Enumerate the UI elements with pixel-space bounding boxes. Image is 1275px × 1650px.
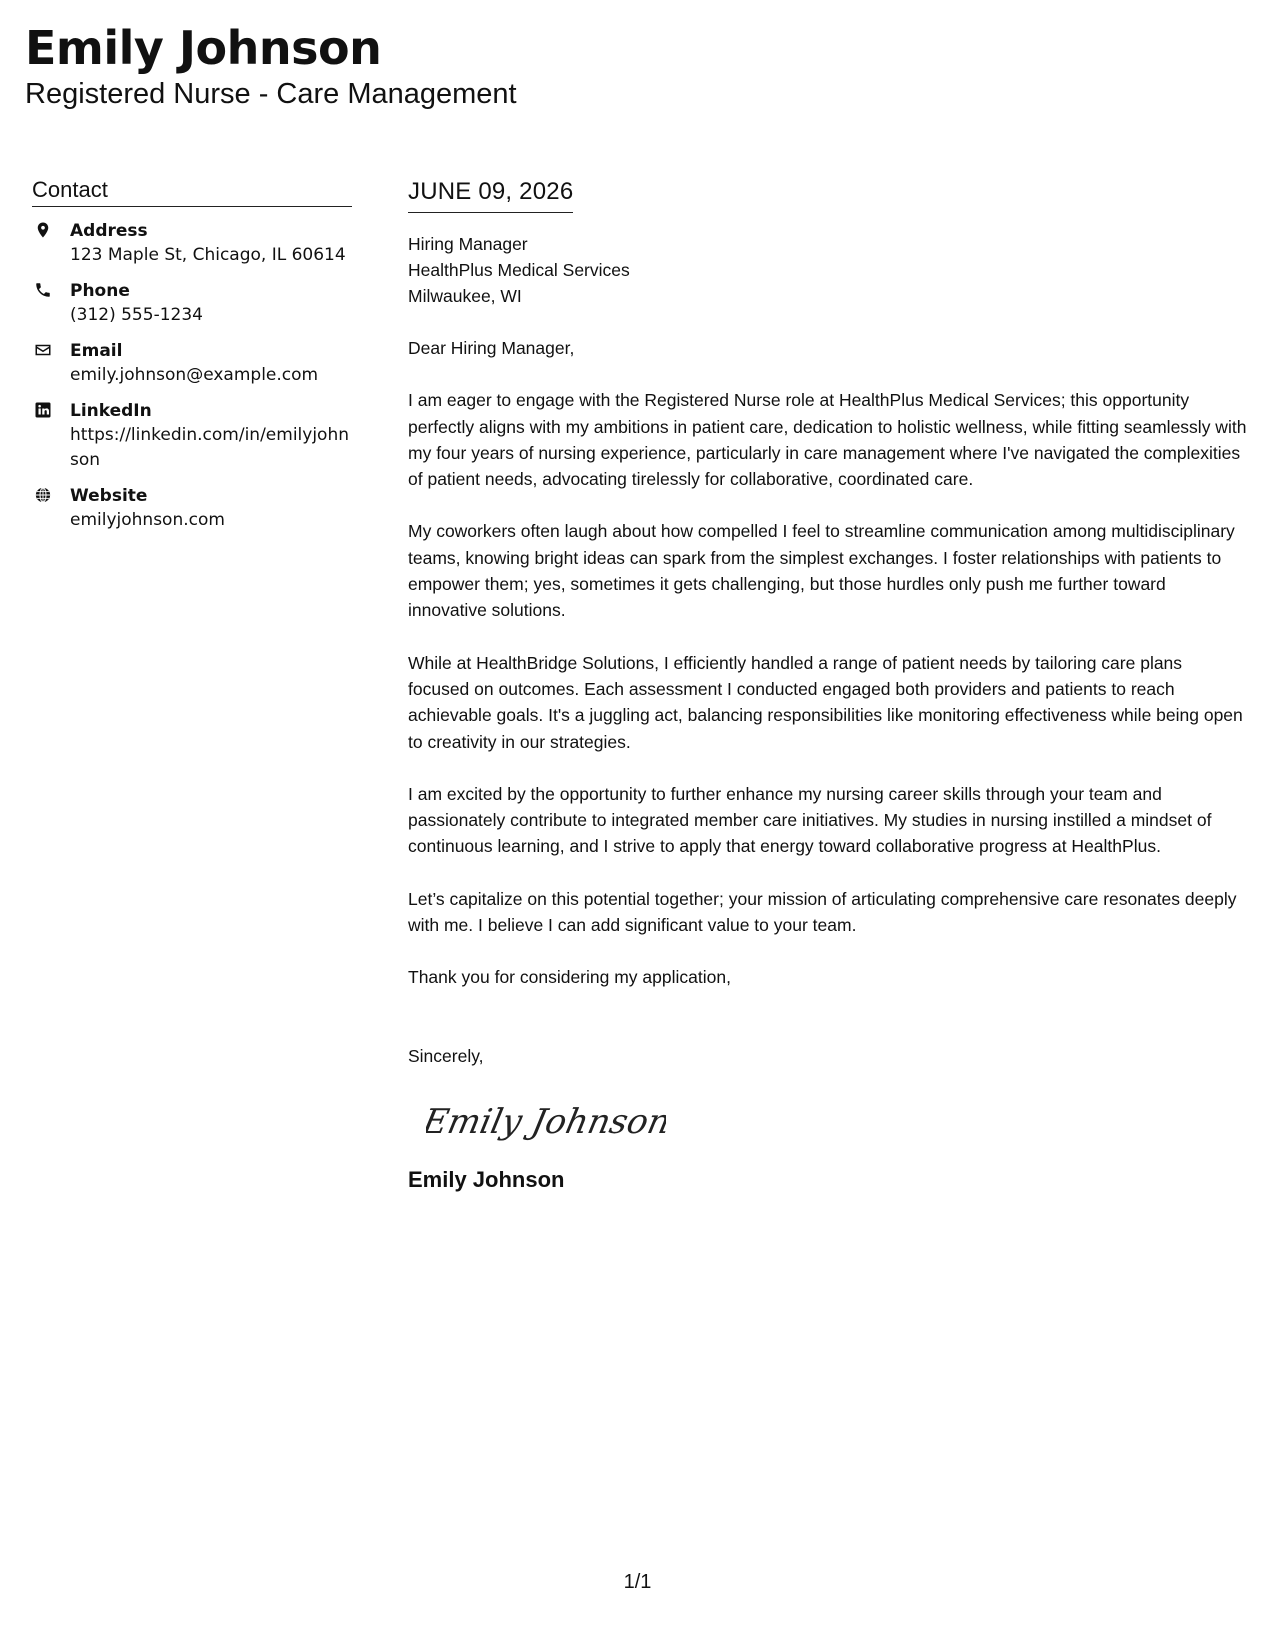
phone-icon [34,281,52,299]
website-label: Website [70,486,148,506]
salutation: Dear Hiring Manager, [408,338,575,358]
page-number: 1/1 [623,1571,652,1593]
body-paragraph: I am eager to engage with the Registered Nurse role at HealthPlus Medical Services; this opportunity perfectly aligns with my ambitions in patient care, dedication to holistic wellness, while fitting seamlessly with my four years of nursing experience, particularly in care management where I've navigated the complexities of patient needs, advocating tirelessly for collaborative, coordinated care. [408,390,1247,490]
address-label: Address [70,221,148,241]
location-pin-icon [34,221,52,239]
contact-phone [32,279,352,328]
contact-website [32,484,352,533]
recipient-block [408,231,1248,309]
email-label: Email [70,341,123,361]
body-paragraph: Let’s capitalize on this potential together; your mission of articulating comprehensive care resonates deeply with me. I believe I can add significant value to your team. [408,888,1237,936]
contact-address [32,219,352,268]
linkedin-value[interactable]: https://linkedin.com/in/emilyjohnson [70,425,350,470]
letter-body [408,176,1248,1194]
contact-heading: Contact [32,176,352,207]
handwritten-signature [426,1091,666,1151]
letter-header [25,20,517,112]
recipient-name: Hiring Manager [408,234,528,254]
closing-thanks: Thank you for considering my application, [408,967,731,988]
contact-sidebar [32,176,352,544]
contact-email [32,339,352,388]
globe-icon [34,486,52,504]
email-value[interactable]: emily.johnson@example.com [70,365,319,385]
signed-name: Emily Johnson [408,1166,565,1192]
envelope-icon [34,341,52,359]
contact-linkedin [32,399,352,473]
applicant-title: Registered Nurse - Care Management [25,78,517,110]
recipient-company: HealthPlus Medical Services [408,260,630,280]
body-paragraph: My coworkers often laugh about how compelled I feel to streamline communication among multidisciplinary teams, knowing bright ideas can spark from the simplest exchanges. I foster relationships with patients to empower them; yes, sometimes it gets challenging, but those hurdles only push me further toward innovative solutions. [408,521,1235,621]
linkedin-icon [34,401,52,419]
body-paragraph: While at HealthBridge Solutions, I efficiently handled a range of patient needs by tailoring care plans focused on outcomes. Each assessment I conducted engaged both providers and patients to reach achievable goals. It's a juggling act, balancing responsibilities like monitoring effectiveness while being open to creativity in our strategies. [408,652,1243,752]
phone-value: (312) 555-1234 [70,305,203,325]
letter-date: JUNE 09, 2026 [408,176,573,213]
recipient-location: Milwaukee, WI [408,286,522,306]
phone-label: Phone [70,281,130,301]
signature-text: Emily Johnson [426,1102,666,1142]
body-paragraph: I am excited by the opportunity to further enhance my nursing career skills through your team and passionately contribute to integrated member care initiatives. My studies in nursing instilled a mindset of continuous learning, and I strive to apply that energy toward collaborative progress at HealthPlus. [408,783,1212,857]
closing-sincerely: Sincerely, [408,1045,484,1066]
address-value: 123 Maple St, Chicago, IL 60614 [70,245,346,265]
linkedin-label: LinkedIn [70,401,152,421]
applicant-name: Emily Johnson [25,21,382,75]
website-value[interactable]: emilyjohnson.com [70,510,225,530]
